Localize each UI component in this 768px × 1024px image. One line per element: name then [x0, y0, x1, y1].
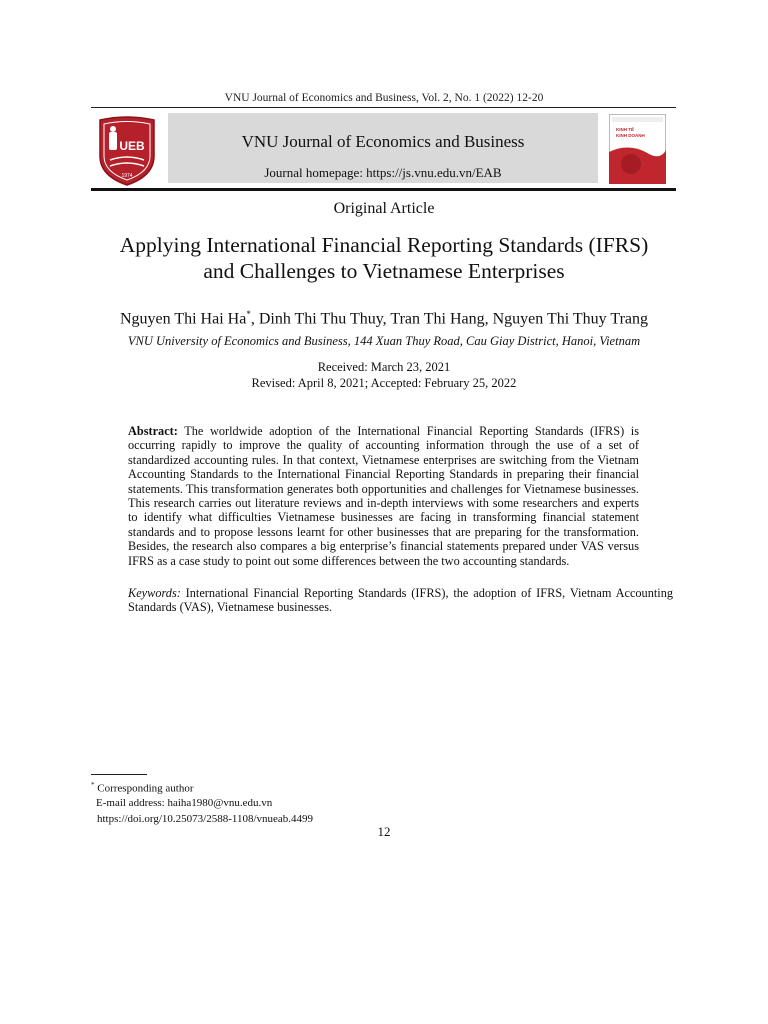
footnote-doi[interactable]: https://doi.org/10.25073/2588-1108/vnueab.4499: [97, 812, 314, 825]
title-line-2: and Challenges to Vietnamese Enterprises: [203, 259, 565, 283]
header-rule-bottom: [91, 188, 676, 191]
svg-text:KINH TẾ: KINH TẾ: [616, 127, 634, 132]
journal-cover-icon: [609, 114, 666, 184]
svg-text:KINH DOANH: KINH DOANH: [616, 133, 645, 138]
title-line-1: Applying International Financial Reporting Standards (IFRS): [119, 233, 649, 257]
keywords-text: International Financial Reporting Standards (IFRS), the adoption of IFRS, Vietnam Accounting Standards (VAS), Vietnamese businesses.: [128, 586, 673, 615]
author-first: Nguyen Thi Hai Ha: [119, 310, 247, 328]
article-title: [60, 232, 708, 284]
author-list: [0, 309, 768, 328]
ueb-logo-icon: [96, 114, 158, 186]
journal-homepage[interactable]: Journal homepage: https://js.vnu.edu.vn/EAB: [264, 165, 502, 180]
corresponding-marker: *: [246, 309, 251, 319]
keywords-label: Keywords:: [128, 586, 181, 600]
author-rest: , Dinh Thi Thu Thuy, Tran Thi Hang, Nguyen Thi Thuy Trang: [250, 310, 649, 328]
abstract-label: Abstract:: [128, 424, 178, 438]
abstract: [128, 424, 639, 568]
running-head: VNU Journal of Economics and Business, Vol. 2, No. 1 (2022) 12-20: [224, 92, 544, 104]
header-rule-top: [91, 107, 676, 108]
footnotes: [91, 778, 491, 826]
article-type: Original Article: [333, 200, 435, 217]
banner-box: [168, 113, 598, 183]
footnote-email[interactable]: E-mail address: haiha1980@vnu.edu.vn: [96, 797, 273, 810]
keywords: [128, 586, 673, 615]
article-dates: [0, 360, 768, 391]
footnote-rule: [91, 774, 147, 775]
journal-banner: [91, 111, 676, 187]
svg-text:UEB: UEB: [119, 139, 145, 153]
footnote-marker: *: [91, 781, 95, 789]
footnote-corresponding: [91, 778, 491, 796]
received-date: Received: March 23, 2021: [317, 360, 451, 374]
abstract-text: The worldwide adoption of the International Financial Reporting Standards (IFRS) is occurring rapidly to improve the quality of accounting information through the use of a set of standardized accounting rules. In that context, Vietnamese enterprises are switching from the Vietnam Accounting Standards to the International Financial Reporting Standards in preparing their financial statements. This transformation generates both opportunities and challenges for Vietnamese businesses. This research carries out literature reviews and in-depth interviews with some researchers and experts to identify what difficulties Vietnamese businesses are facing in transforming financial statement standards and to propose lessons learnt for other businesses that are preparing for the transformation. Besides, the research also compares a big enterprise’s financial statements prepared under VAS versus IFRS as a case study to point out some differences between the two accounting standards.: [128, 424, 639, 568]
journal-title: VNU Journal of Economics and Business: [241, 132, 525, 151]
corresponding-text: Corresponding author: [94, 782, 194, 795]
page-number: 12: [377, 824, 391, 839]
svg-text:1974: 1974: [121, 173, 133, 179]
affiliation: VNU University of Economics and Business, 144 Xuan Thuy Road, Cau Giay District, Hanoi, Vietnam: [127, 334, 641, 348]
revised-accepted-date: Revised: April 8, 2021; Accepted: February 25, 2022: [251, 375, 517, 390]
